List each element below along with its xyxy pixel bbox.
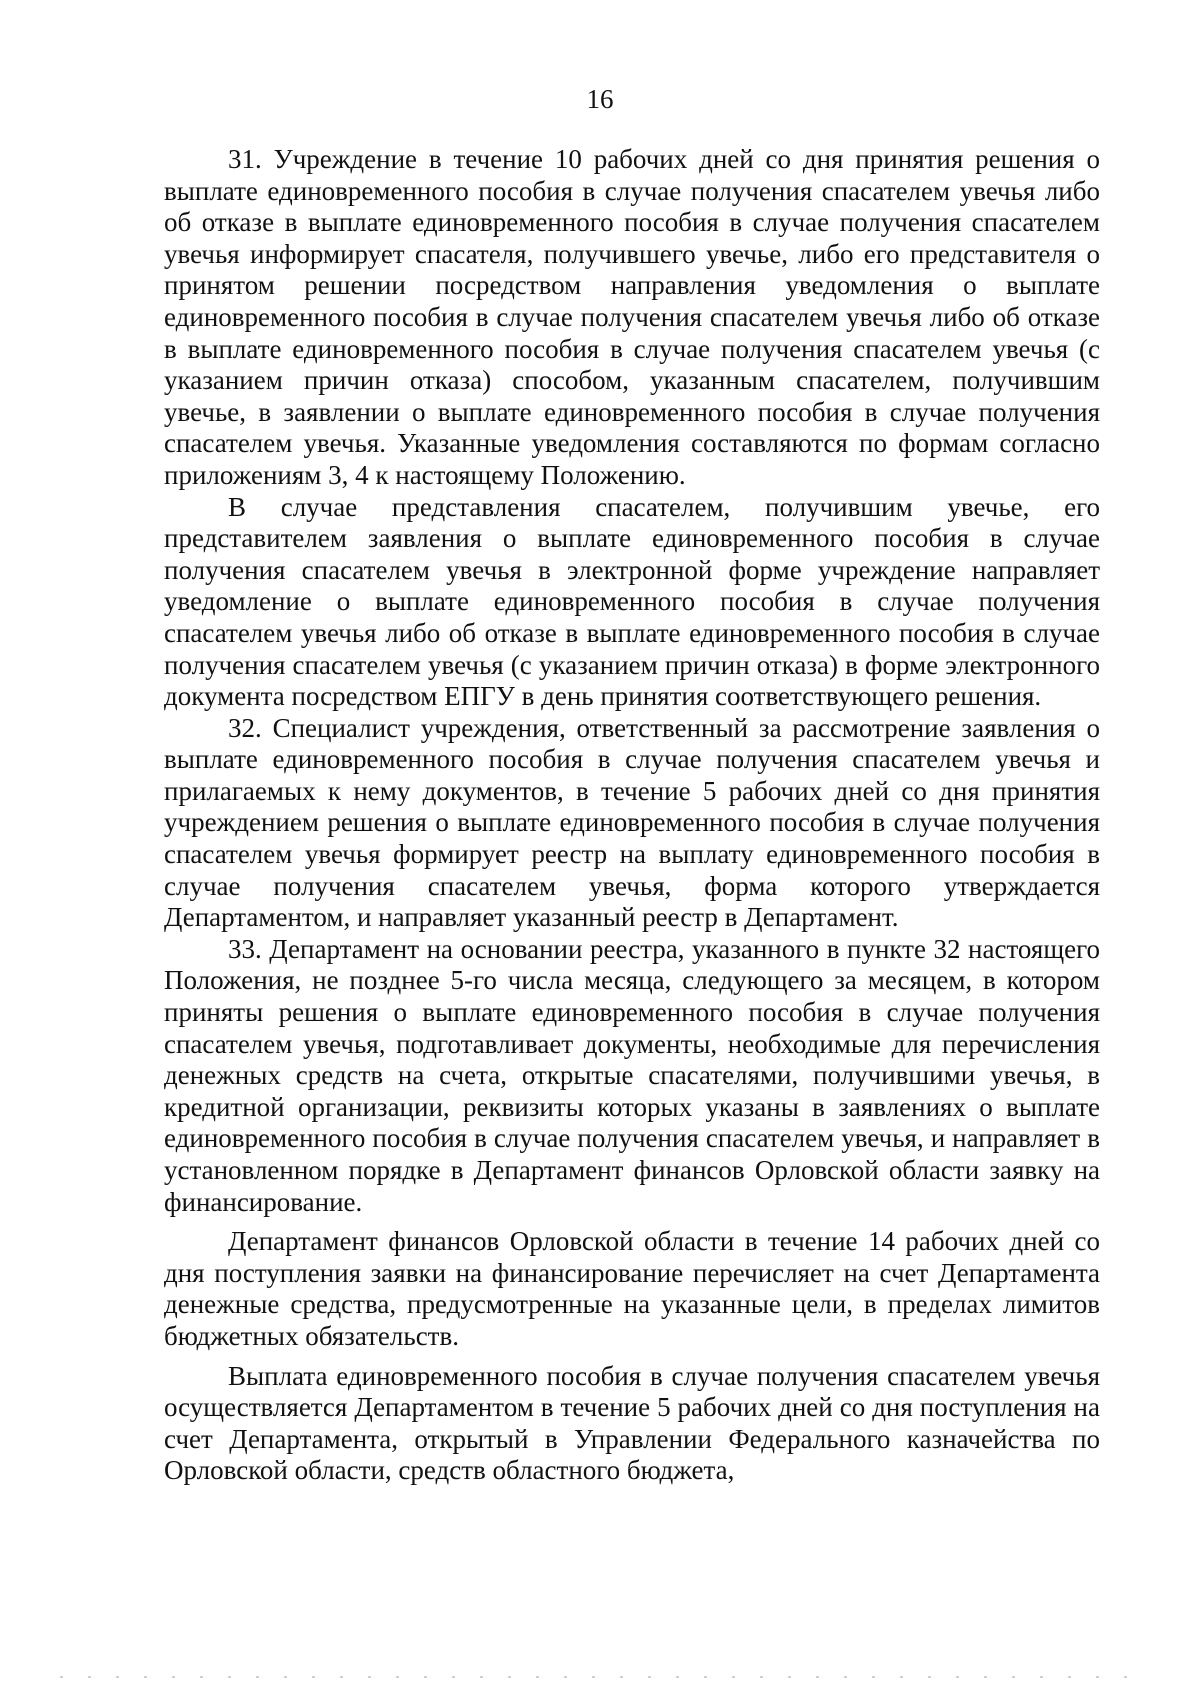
document-body <box>164 144 1100 1487</box>
paragraph-33: 33. Департамент на основании реестра, указанного в пункте 32 настоящего Положения, не позднее 5-го числа месяца, следующего за месяцем, в котором приняты решения о выплате единовременного пособия в случае получения спасателем увечья, подготавливает документы, необходимые для перечисления денежных средств на счета, открытые спасателями, получившими увечья, в кредитной организации, реквизиты которых указаны в заявлениях о выплате единовременного пособия в случае получения спасателем увечья, и направляет в установленном порядке в Департамент финансов Орловской области заявку на финансирование. <box>164 933 1100 1217</box>
page-number: 16 <box>586 84 614 114</box>
paragraph-payment: Выплата единовременного пособия в случае получения спасателем увечья осуществляется Департаментом в течение 5 рабочих дней со дня поступления на счет Департамента, открытый в Управлении Федерального казначейства по Орловской области, средств областного бюджета, <box>164 1360 1100 1486</box>
paragraph-finance-department: Департамент финансов Орловской области в течение 14 рабочих дней со дня поступления заявки на финансирование перечисляет на счет Департамента денежные средства, предусмотренные на указанные цели, в пределах лимитов бюджетных обязательств. <box>164 1226 1100 1351</box>
paragraph-32: 32. Специалист учреждения, ответственный за рассмотрение заявления о выплате единовременного пособия в случае получения спасателем увечья и прилагаемых к нему документов, в течение 5 рабочих дней со дня принятия учреждением решения о выплате единовременного пособия в случае получения спасателем увечья формирует реестр на выплату единовременного пособия в случае получения спасателем увечья, форма которого утверждается Департаментом, и направляет указанный реестр в Департамент. <box>164 712 1100 933</box>
paragraph-31: 31. Учреждение в течение 10 рабочих дней со дня принятия решения о выплате единовременного пособия в случае получения спасателем увечья либо об отказе в выплате единовременного пособия в случае получения спасателем увечья информирует спасателя, получившего увечье, либо его представителя о принятом решении посредством направления уведомления о выплате единовременного пособия в случае получения спасателем увечья либо об отказе в выплате единовременного пособия в случае получения спасателем увечья (с указанием причин отказа) способом, указанным спасателем, получившим увечье, в заявлении о выплате единовременного пособия в случае получения спасателем увечья. Указанные уведомления составляются по формам согласно приложениям 3, 4 к настоящему Положению. <box>164 144 1100 490</box>
paragraph-electronic-form: В случае представления спасателем, получившим увечье, его представителем заявления о выплате единовременного пособия в случае получения спасателем увечья в электронной форме учреждение направляет уведомление о выплате единовременного пособия в случае получения спасателем увечья либо об отказе в выплате единовременного пособия в случае получения спасателем увечья (с указанием причин отказа) в форме электронного документа посредством ЕПГУ в день принятия соответствующего решения. <box>164 491 1100 712</box>
scan-artifact <box>60 1676 1140 1678</box>
